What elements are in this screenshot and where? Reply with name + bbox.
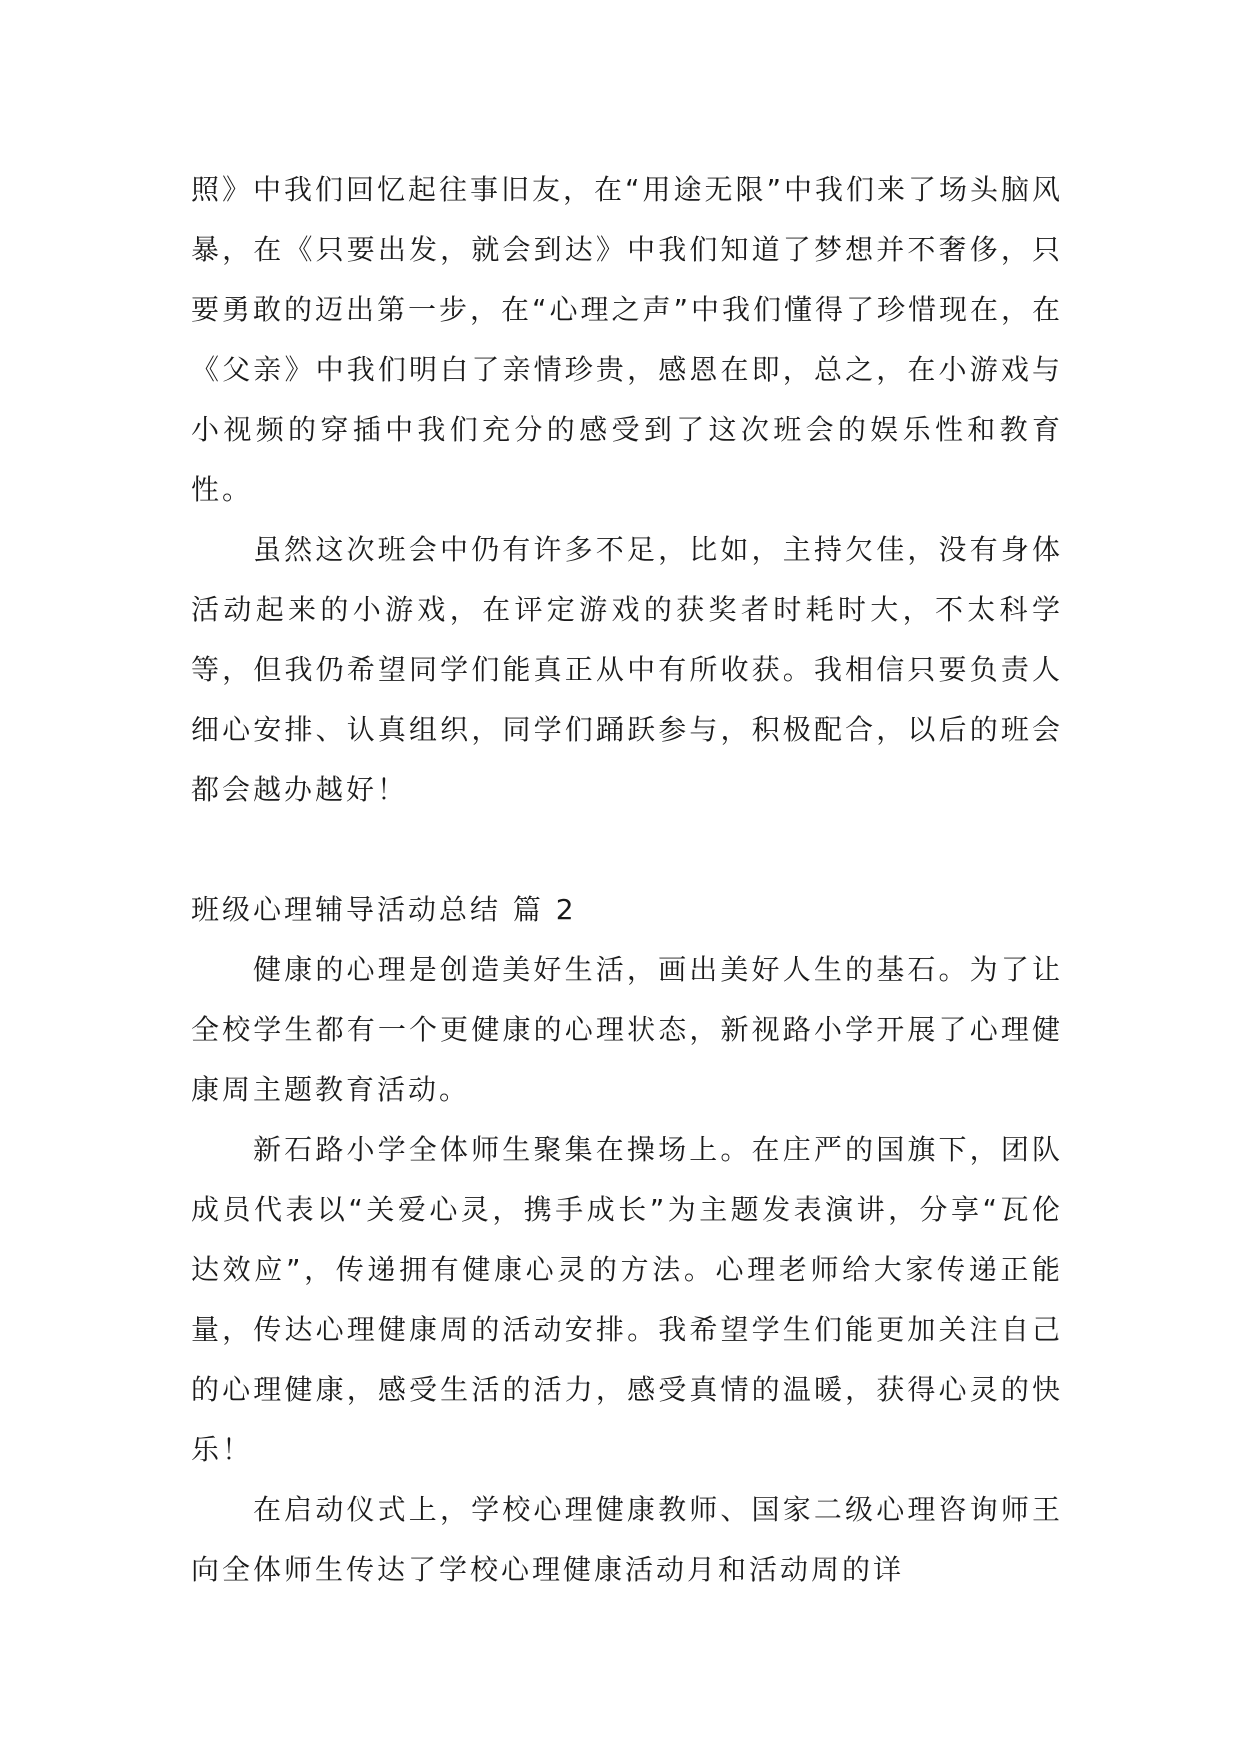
paragraph-ceremony: 在启动仪式上，学校心理健康教师、国家二级心理咨询师王向全体师生传达了学校心理健康活动月和活动周的详 <box>191 1493 1063 1586</box>
paragraph-shortcomings: 虽然这次班会中仍有许多不足，比如，主持欠佳，没有身体活动起来的小游戏，在评定游戏的获奖者时耗时大，不太科学等，但我仍希望同学们能真正从中有所收获。我相信只要负责人细心安排、认真组织，同学们踊跃参与，积极配合，以后的班会都会越办越好！ <box>191 533 1063 806</box>
paragraph-assembly: 新石路小学全体师生聚集在操场上。在庄严的国旗下，团队成员代表以“关爱心灵，携手成长”为主题发表演讲，分享“瓦伦达效应”，传递拥有健康心灵的方法。心理老师给大家传递正能量，传达心理健康周的活动安排。我希望学生们能更加关注自己的心理健康，感受生活的活力，感受真情的温暖，获得心灵的快乐！ <box>191 1133 1063 1466</box>
paragraph-intro: 健康的心理是创造美好生活，画出美好人生的基石。为了让全校学生都有一个更健康的心理状态，新视路小学开展了心理健康周主题教育活动。 <box>191 953 1063 1106</box>
paragraph-continued: 照》中我们回忆起往事旧友，在“用途无限”中我们来了场头脑风暴，在《只要出发，就会到达》中我们知道了梦想并不奢侈，只要勇敢的迈出第一步，在“心理之声”中我们懂得了珍惜现在，在《父亲》中我们明白了亲情珍贵，感恩在即，总之，在小游戏与小视频的穿插中我们充分的感受到了这次班会的娱乐性和教育性。 <box>191 173 1064 506</box>
section-spacer <box>191 820 1063 880</box>
document-body <box>191 160 1063 1600</box>
section-heading: 班级心理辅导活动总结 篇 2 <box>191 893 577 926</box>
